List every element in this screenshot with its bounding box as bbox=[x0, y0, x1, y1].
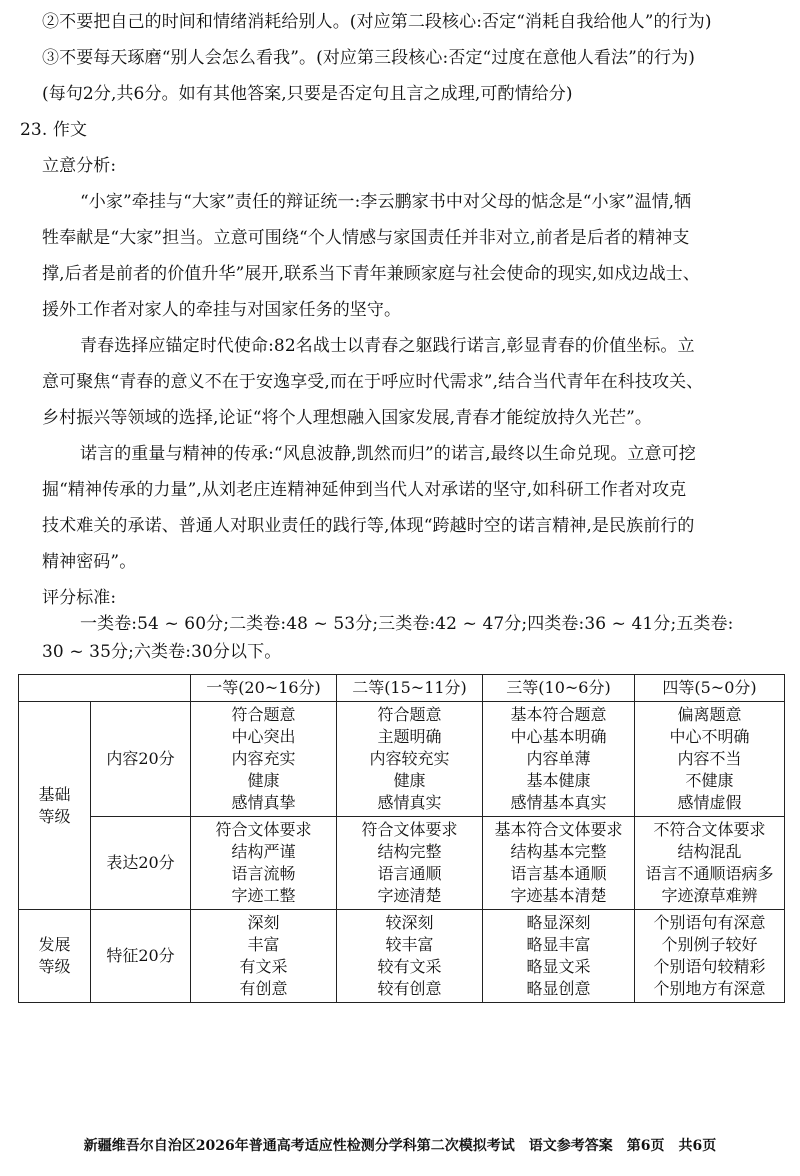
cell-line: 感情真实 bbox=[377, 793, 442, 812]
scoring-line-2: 30 ~ 35分;六类卷:30分以下。 bbox=[42, 642, 282, 662]
cell-line: 字迹基本清楚 bbox=[510, 886, 607, 905]
table-corner-cell bbox=[19, 675, 191, 702]
cell-line: 语言不通顺语病多 bbox=[645, 864, 774, 883]
cell-line: 结构严谨 bbox=[231, 842, 296, 861]
scoring-standard-heading: 评分标准: bbox=[42, 588, 117, 608]
row-label-feature: 特征20分 bbox=[91, 910, 191, 1003]
cell-line: 个别地方有深意 bbox=[653, 979, 766, 998]
table-header-grade-4: 四等(5~0分) bbox=[635, 675, 785, 702]
question-23-title: 23. 作文 bbox=[20, 120, 88, 140]
table-cell bbox=[483, 910, 635, 1003]
cell-line: 中心不明确 bbox=[669, 727, 750, 746]
cell-line: 感情虚假 bbox=[677, 793, 742, 812]
cell-line: 健康 bbox=[247, 771, 280, 790]
grading-table-header-row bbox=[19, 675, 785, 702]
cell-line: 基本符合文体要求 bbox=[494, 820, 623, 839]
cell-line: 偏离题意 bbox=[677, 705, 742, 724]
intent-p1-line4: 援外工作者对家人的牵挂与对国家任务的坚守。 bbox=[42, 300, 402, 320]
cell-line: 结构基本完整 bbox=[510, 842, 607, 861]
grading-table bbox=[18, 674, 785, 1003]
group-label-line: 发展 bbox=[38, 935, 71, 954]
table-cell bbox=[337, 817, 483, 910]
cell-line: 基本符合题意 bbox=[510, 705, 607, 724]
cell-line: 有文采 bbox=[239, 957, 288, 976]
cell-line: 个别语句有深意 bbox=[653, 913, 766, 932]
intent-p3-line1: 诺言的重量与精神的传承:“风息波静,凯然而归”的诺言,最终以生命兑现。立意可挖 bbox=[80, 444, 696, 464]
cell-line: 感情真挚 bbox=[231, 793, 296, 812]
table-cell bbox=[483, 817, 635, 910]
cell-line: 语言通顺 bbox=[377, 864, 442, 883]
cell-line: 基本健康 bbox=[526, 771, 591, 790]
table-cell bbox=[337, 702, 483, 817]
cell-line: 略显创意 bbox=[526, 979, 591, 998]
cell-line: 不健康 bbox=[685, 771, 734, 790]
answer-scoring-note: (每句2分,共6分。如有其他答案,只要是否定句且言之成理,可酌情给分) bbox=[42, 84, 573, 104]
cell-line: 中心突出 bbox=[231, 727, 296, 746]
cell-line: 较有创意 bbox=[377, 979, 442, 998]
group-label-development bbox=[19, 910, 91, 1003]
answer-line-2: ②不要把自己的时间和情绪消耗给别人。(对应第二段核心:否定“消耗自我给他人”的行为) bbox=[42, 12, 712, 32]
row-label-expression: 表达20分 bbox=[91, 817, 191, 910]
table-cell bbox=[483, 702, 635, 817]
cell-line: 丰富 bbox=[247, 935, 280, 954]
intent-p2-line2: 意可聚焦“青春的意义不在于安逸享受,而在于呼应时代需求”,结合当代青年在科技攻关、 bbox=[42, 372, 704, 392]
table-row-feature bbox=[19, 910, 785, 1003]
table-cell bbox=[635, 817, 785, 910]
cell-line: 深刻 bbox=[247, 913, 280, 932]
cell-line: 内容充实 bbox=[231, 749, 296, 768]
cell-line: 中心基本明确 bbox=[510, 727, 607, 746]
intent-p1-line1: “小家”牵挂与“大家”责任的辩证统一:李云鹏家书中对父母的惦念是“小家”温情,牺 bbox=[80, 192, 692, 212]
cell-line: 符合题意 bbox=[377, 705, 442, 724]
cell-line: 不符合文体要求 bbox=[653, 820, 766, 839]
cell-line: 略显文采 bbox=[526, 957, 591, 976]
cell-line: 字迹潦草难辨 bbox=[661, 886, 758, 905]
cell-line: 主题明确 bbox=[377, 727, 442, 746]
cell-line: 内容不当 bbox=[677, 749, 742, 768]
cell-line: 较有文采 bbox=[377, 957, 442, 976]
cell-line: 略显丰富 bbox=[526, 935, 591, 954]
cell-line: 语言基本通顺 bbox=[510, 864, 607, 883]
cell-line: 个别语句较精彩 bbox=[653, 957, 766, 976]
table-cell bbox=[337, 910, 483, 1003]
cell-line: 结构完整 bbox=[377, 842, 442, 861]
scoring-line-1: 一类卷:54 ~ 60分;二类卷:48 ~ 53分;三类卷:42 ~ 47分;四类卷:36 ~ 41分;五类卷: bbox=[80, 614, 734, 634]
row-label-content: 内容20分 bbox=[91, 702, 191, 817]
intent-p3-line3: 技术难关的承诺、普通人对职业责任的践行等,体现“跨越时空的诺言精神,是民族前行的 bbox=[42, 516, 695, 536]
cell-line: 符合文体要求 bbox=[361, 820, 458, 839]
cell-line: 个别例子较好 bbox=[661, 935, 758, 954]
cell-line: 结构混乱 bbox=[677, 842, 742, 861]
cell-line: 健康 bbox=[393, 771, 426, 790]
table-header-grade-3: 三等(10~6分) bbox=[483, 675, 635, 702]
cell-line: 有创意 bbox=[239, 979, 288, 998]
table-cell bbox=[191, 910, 337, 1003]
answer-line-3: ③不要每天琢磨“别人会怎么看我”。(对应第三段核心:否定“过度在意他人看法”的行为) bbox=[42, 48, 695, 68]
table-header-grade-2: 二等(15~11分) bbox=[337, 675, 483, 702]
cell-line: 略显深刻 bbox=[526, 913, 591, 932]
table-row-expression bbox=[19, 817, 785, 910]
group-label-line: 基础 bbox=[38, 784, 71, 804]
cell-line: 感情基本真实 bbox=[510, 793, 607, 812]
table-row-content bbox=[19, 702, 785, 817]
table-cell bbox=[635, 910, 785, 1003]
group-label-line: 等级 bbox=[38, 957, 71, 976]
table-header-grade-1: 一等(20~16分) bbox=[191, 675, 337, 702]
intent-p1-line2: 牲奉献是“大家”担当。立意可围绕“个人情感与家国责任并非对立,前者是后者的精神支 bbox=[42, 228, 690, 248]
group-label-line: 等级 bbox=[38, 806, 71, 826]
intent-p1-line3: 撑,后者是前者的价值升华”展开,联系当下青年兼顾家庭与社会使命的现实,如戍边战士、 bbox=[42, 264, 701, 284]
cell-line: 较丰富 bbox=[385, 935, 434, 954]
cell-line: 内容较充实 bbox=[369, 749, 450, 768]
cell-line: 较深刻 bbox=[385, 913, 434, 932]
cell-line: 符合文体要求 bbox=[215, 820, 312, 839]
cell-line: 语言流畅 bbox=[231, 864, 296, 883]
intent-p2-line1: 青春选择应锚定时代使命:82名战士以青春之躯践行诺言,彰显青春的价值坐标。立 bbox=[80, 336, 695, 356]
table-cell bbox=[191, 817, 337, 910]
cell-line: 字迹工整 bbox=[231, 886, 296, 905]
cell-line: 符合题意 bbox=[231, 705, 296, 724]
table-cell bbox=[635, 702, 785, 817]
intent-analysis-heading: 立意分析: bbox=[42, 156, 117, 176]
group-label-basic bbox=[19, 702, 91, 910]
intent-p3-line4: 精神密码”。 bbox=[42, 552, 137, 572]
page-footer: 新疆维吾尔自治区2026年普通高考适应性检测分学科第二次模拟考试 语文参考答案 第6页 共6页 bbox=[83, 1138, 717, 1154]
intent-p3-line2: 掘“精神传承的力量”,从刘老庄连精神延伸到当代人对承诺的坚守,如科研工作者对攻克 bbox=[42, 480, 687, 500]
table-cell bbox=[191, 702, 337, 817]
cell-line: 字迹清楚 bbox=[377, 886, 442, 905]
cell-line: 内容单薄 bbox=[526, 749, 591, 768]
intent-p2-line3: 乡村振兴等领域的选择,论证“将个人理想融入国家发展,青春才能绽放持久光芒”。 bbox=[42, 408, 652, 428]
